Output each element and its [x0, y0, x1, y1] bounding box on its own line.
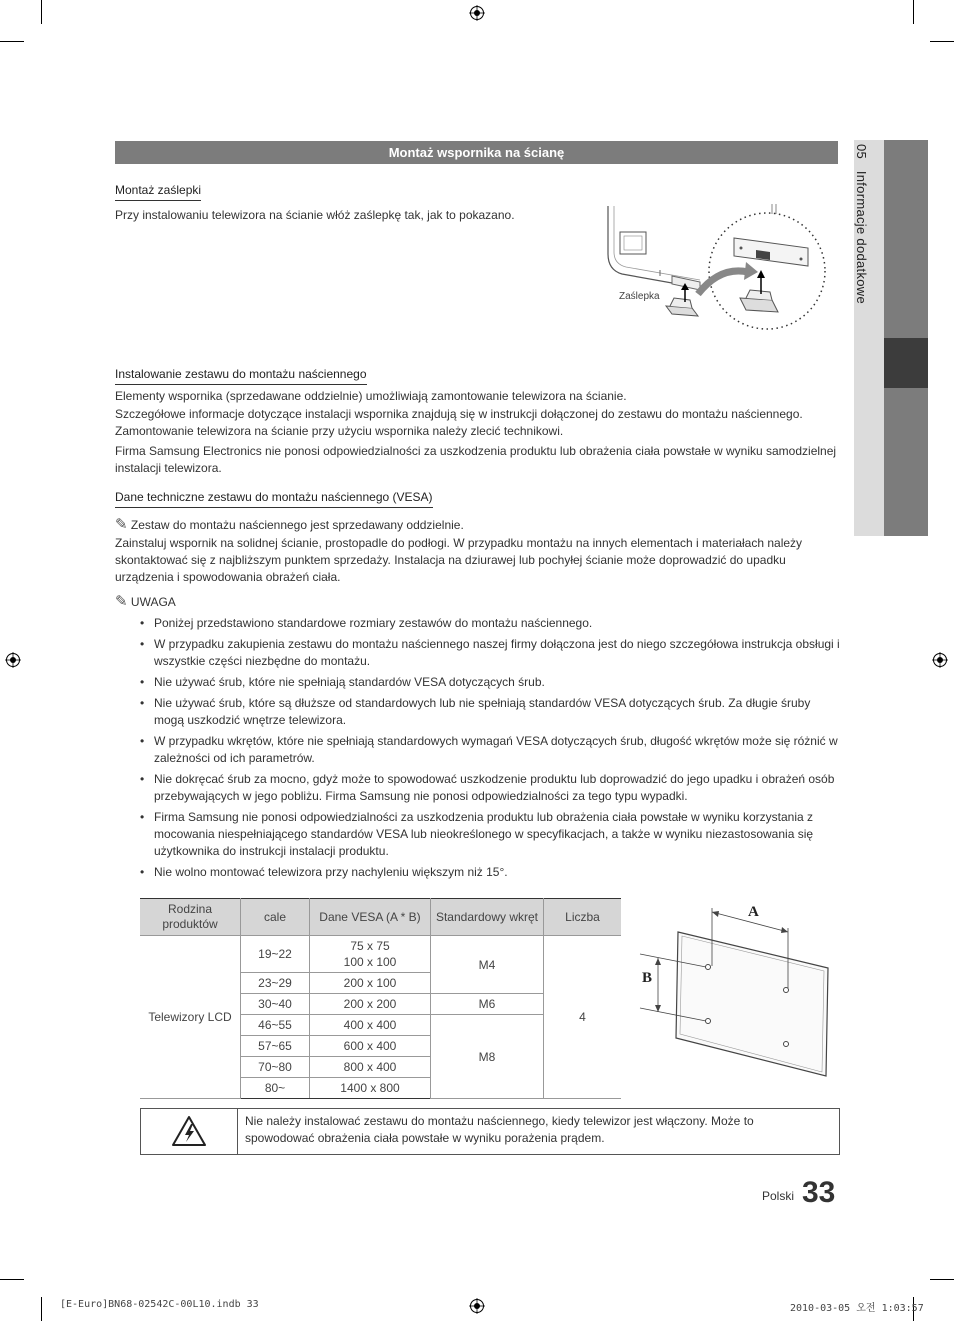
table-cell-line: 75 x 75: [350, 939, 390, 953]
print-slug-file: [E-Euro]BN68-02542C-00L10.indb 33: [60, 1299, 259, 1310]
table-cell: 57~65: [241, 1036, 310, 1057]
table-cell: M4: [431, 936, 544, 994]
install-paragraph: Firma Samsung Electronics nie ponosi odpowiedzialności za uszkodzenia produktu lub obrażenia ciała powstałe w wyniku samodzielnej instalacji telewizora.: [115, 444, 837, 475]
note-pencil-icon: ✎: [115, 516, 128, 533]
cap-figure-label: Zaślepka: [619, 291, 660, 302]
table-header: Rodzina produktów: [140, 899, 241, 936]
cap-illustration: [600, 204, 832, 334]
table-cell: 46~55: [241, 1015, 310, 1036]
table-cell: 1400 x 800: [310, 1078, 431, 1099]
table-cell: 600 x 400: [310, 1036, 431, 1057]
list-item: • Nie wolno montować telewizora przy nachyleniu większym niż 15°.: [138, 864, 840, 881]
table-header: Dane VESA (A * B): [310, 899, 431, 936]
chapter-label: [854, 144, 869, 304]
warning-icon-cell: [141, 1109, 238, 1154]
list-item: • Nie dokręcać śrub za mocno, gdyż może to spowodować uszkodzenie produktu lub doprowadzić do jego upadku i obrażeń osób przebywających w jego pobliżu. Firma Samsung nie ponosi odpowiedzialności za tego typu wypadki.: [138, 771, 840, 805]
registration-mark-icon: [469, 1298, 485, 1314]
vesa-heading: Dane techniczne zestawu do montażu naściennego (VESA): [115, 490, 433, 508]
list-item: • Firma Samsung nie ponosi odpowiedzialności za uszkodzenia produktu lub obrażenia ciała powstałe w wyniku korzystania z mocowania niespełniającego standardów VESA lub nieokreślonego w specyfikacjach, a także w wyniku niezastosowania się użytkownika do instrukcji instalacji produktu.: [138, 809, 840, 860]
warning-text: Nie należy instalować zestawu do montażu naściennego, kiedy telewizor jest włączony. Może to spowodować obrażenia ciała powstałe w wyniku porażenia prądem.: [245, 1114, 754, 1145]
chapter-number: 05: [854, 144, 869, 160]
table-cell: 400 x 400: [310, 1015, 431, 1036]
chapter-tab-active: [884, 338, 928, 388]
table-header: Liczba: [544, 899, 622, 936]
note-pencil-icon: ✎: [115, 593, 128, 610]
list-item: • Poniżej przedstawiono standardowe rozmiary zestawów do montażu naściennego.: [138, 615, 840, 632]
chapter-tab-strip: [884, 388, 928, 536]
cap-text: Przy instalowaniu telewizora na ścianie włóż zaślepkę tak, jak to pokazano.: [115, 208, 515, 222]
registration-mark-icon: [5, 652, 21, 668]
crop-mark: [0, 41, 24, 42]
table-cell: 70~80: [241, 1057, 310, 1078]
list-item: • W przypadku wkrętów, które nie spełniają standardowych wymagań VESA dotyczących śrub, długość wkrętów może się różnić w zależności od ich parametrów.: [138, 733, 840, 767]
table-header-row: [140, 899, 621, 936]
table-cell: 23~29: [241, 973, 310, 994]
table-cell: Telewizory LCD: [140, 936, 241, 1099]
registration-mark-icon: [932, 652, 948, 668]
table-cell: [310, 936, 431, 973]
warning-box: [140, 1108, 840, 1155]
table-cell: 4: [544, 936, 622, 1099]
section-title: Montaż wspornika na ścianę: [115, 141, 838, 164]
crop-mark: [41, 1297, 42, 1321]
diagram-label-b: B: [642, 970, 653, 986]
table-header: Standardowy wkręt: [431, 899, 544, 936]
table-cell-line: 100 x 100: [343, 955, 397, 969]
chapter-tab-strip: [884, 140, 928, 338]
table-cell: 200 x 100: [310, 973, 431, 994]
vesa-caution: [115, 593, 839, 611]
table-cell: 200 x 200: [310, 994, 431, 1015]
install-heading: Instalowanie zestawu do montażu naściennego: [115, 367, 367, 385]
table-cell: 80~: [241, 1078, 310, 1099]
vesa-note-text: Zestaw do montażu naściennego jest sprzedawany oddzielnie.: [130, 518, 464, 532]
cap-heading: Montaż zaślepki: [115, 183, 201, 201]
footer-language: Polski: [762, 1189, 795, 1203]
electric-shock-warning-icon: [171, 1115, 207, 1147]
list-item: • W przypadku zakupienia zestawu do montażu naściennego naszej firmy dołączona jest do niego szczegółowa instrukcja obsługi i wszystkie części niezbędne do montażu.: [138, 636, 840, 670]
list-item: • Nie używać śrub, które są dłuższe od standardowych lub nie spełniają standardów VESA dotyczących śrub. Za długie śruby mogą uszkodzić wnętrze telewizora.: [138, 695, 840, 729]
table-cell: 800 x 400: [310, 1057, 431, 1078]
table-row: [140, 936, 621, 973]
crop-mark: [41, 0, 42, 24]
table-cell: 19~22: [241, 936, 310, 973]
table-header: cale: [241, 899, 310, 936]
crop-mark: [930, 41, 954, 42]
vesa-paragraph: Zainstaluj wspornik na solidnej ścianie, prostopadle do podłogi. W przypadku montażu na innych elementach i materiałach należy skontaktować się z najbliższym punktem sprzedaży. Instalacja na dziurawej lub pochyłej ścianie może doprowadzić do upadku urządzenia i spowodowania obrażeń ciała.: [115, 536, 803, 584]
table-cell: 30~40: [241, 994, 310, 1015]
crop-mark: [913, 0, 914, 24]
table-cell: M8: [431, 1015, 544, 1099]
list-item: • Nie używać śrub, które nie spełniają standardów VESA dotyczących śrub.: [138, 674, 840, 691]
registration-mark-icon: [469, 5, 485, 21]
install-paragraph: Elementy wspornika (sprzedawane oddzielnie) umożliwiają zamontowanie telewizora na ścianie.: [115, 389, 627, 403]
vesa-hole-diagram: [638, 898, 838, 1088]
vesa-bullet-list: [138, 615, 840, 885]
install-paragraph: Szczegółowe informacje dotyczące instalacji wspornika znajdują się w instrukcji dołączonej do zestawu do montażu naściennego. Zamontowanie telewizora na ścianie przy użyciu wspornika należy zlecić technikowi.: [115, 407, 803, 438]
vesa-spec-table: [140, 898, 621, 1099]
page-number: 33: [802, 1176, 836, 1209]
table-cell: M6: [431, 994, 544, 1015]
print-slug-date: 2010-03-05 오전 1:03:57: [790, 1303, 924, 1314]
diagram-label-a: A: [748, 904, 759, 920]
crop-mark: [930, 1279, 954, 1280]
vesa-caution-label: UWAGA: [130, 595, 176, 609]
vesa-note: [115, 516, 839, 534]
crop-mark: [0, 1279, 24, 1280]
chapter-title: Informacje dodatkowe: [854, 170, 869, 304]
